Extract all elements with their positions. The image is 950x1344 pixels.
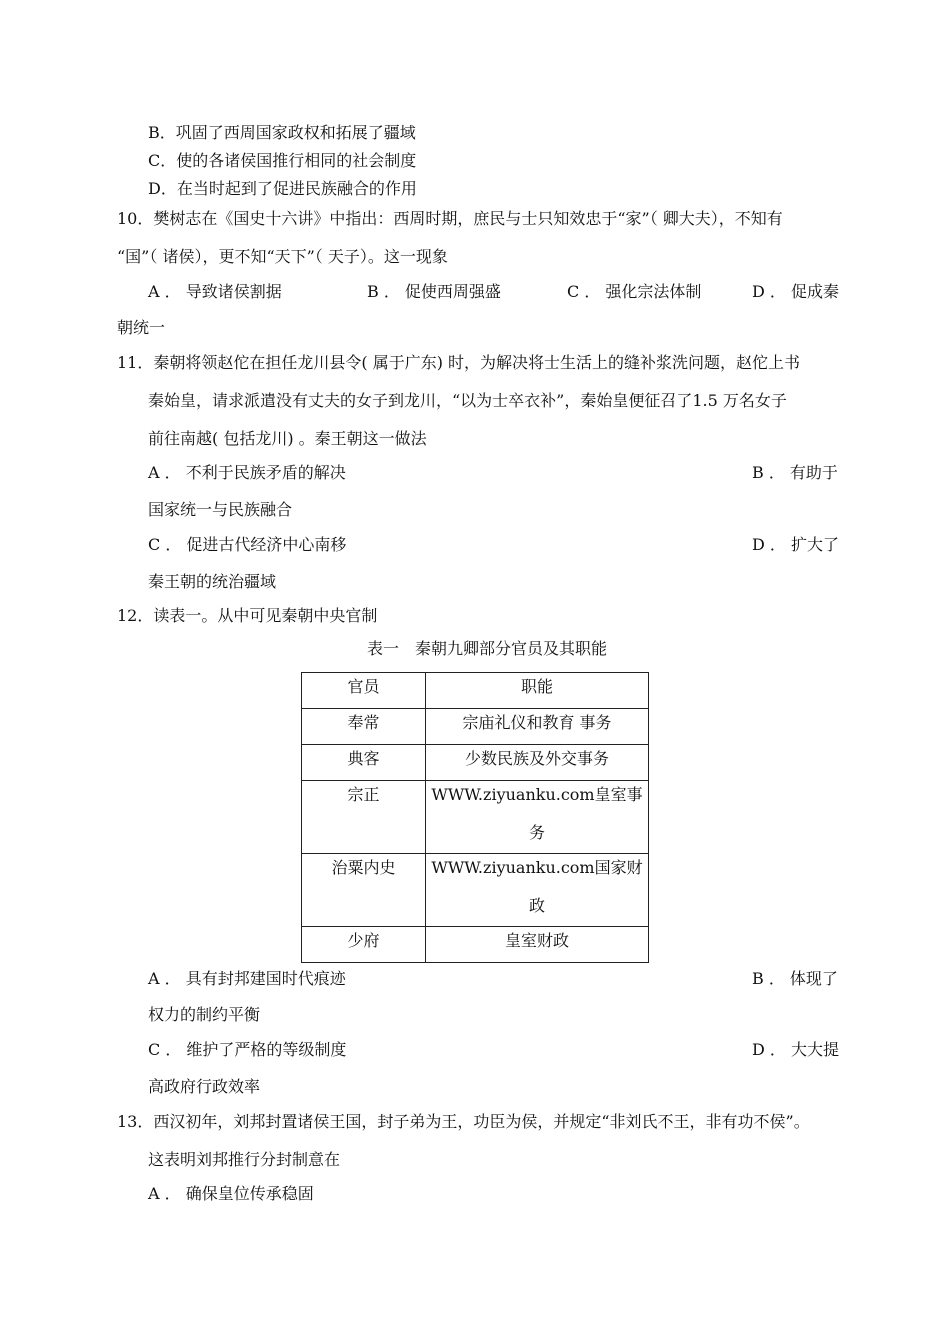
- header-duty: 职能: [520, 677, 553, 696]
- q10-stem-line1: 10．樊树志在《国史十六讲》中指出：西周时期，庶民与士只知效忠于“家”（ 卿大夫），不知有: [117, 209, 783, 228]
- q12-option-d-cont: 高政府行政效率: [148, 1077, 261, 1096]
- q13-stem-line1: 13．西汉初年，刘邦封置诸侯王国，封子弟为王，功臣为侯，并规定“非刘氏不王，非有功不侯”。: [117, 1112, 810, 1131]
- table-row: [302, 745, 649, 781]
- duty-cell-cont: 政: [528, 896, 545, 915]
- q9-option-d: D．在当时起到了促进民族融合的作用: [148, 179, 417, 198]
- table-row: [302, 854, 649, 927]
- q11-stem-line1: 11．秦朝将领赵佗在担任龙川县令( 属于广东) 时，为解决将士生活上的缝补浆洗问题，赵佗上书: [117, 353, 801, 372]
- duty-cell: 少数民族及外交事务: [464, 749, 609, 768]
- table-row: [302, 927, 649, 963]
- q11-option-b-cont: 国家统一与民族融合: [148, 500, 293, 519]
- q11-option-d-cont: 秦王朝的统治疆域: [148, 572, 277, 591]
- official-cell: 宗正: [347, 785, 380, 804]
- q10-option-d: D ． 促成秦: [752, 282, 840, 301]
- q10-option-b: B ． 促使西周强盛: [367, 282, 501, 301]
- duty-cell: WWW.ziyuanku.com皇室事: [431, 785, 643, 804]
- q12-option-d: D ． 大大提: [752, 1040, 840, 1059]
- q12-option-b: B ． 体现了: [752, 969, 838, 988]
- q13-option-a: A ． 确保皇位传承稳固: [148, 1184, 314, 1203]
- officials-table: [301, 672, 649, 963]
- q10-option-d-cont: 朝统一: [117, 318, 166, 337]
- duty-cell: WWW.ziyuanku.com国家财: [431, 858, 643, 877]
- q13-stem-line2: 这表明刘邦推行分封制意在: [148, 1150, 341, 1169]
- q11-stem-line3: 前往南越( 包括龙川) 。秦王朝这一做法: [148, 429, 427, 448]
- official-cell: 治粟内史: [331, 858, 396, 877]
- q12-option-c: C ． 维护了严格的等级制度: [148, 1040, 347, 1059]
- header-official: 官员: [347, 677, 380, 696]
- q11-option-c: C ． 促进古代经济中心南移: [148, 535, 347, 554]
- q9-option-c: C．使的各诸侯国推行相同的社会制度: [148, 151, 417, 170]
- q12-option-a: A ． 具有封邦建国时代痕迹: [148, 969, 346, 988]
- official-cell: 少府: [347, 931, 380, 950]
- q11-option-d: D ． 扩大了: [752, 535, 840, 554]
- duty-cell: 宗庙礼仪和教育 事务: [462, 713, 612, 732]
- duty-cell-cont: 务: [528, 823, 545, 842]
- q12-option-b-cont: 权力的制约平衡: [148, 1005, 261, 1024]
- q10-stem-line2: “国”（ 诸侯），更不知“天下”（ 天子）。这一现象: [117, 247, 448, 266]
- table-caption: 表一 秦朝九卿部分官员及其职能: [367, 639, 608, 658]
- q9-option-b: B．巩固了西周国家政权和拓展了疆域: [148, 123, 416, 142]
- table-header-row: [302, 673, 649, 709]
- table-row: [302, 709, 649, 745]
- duty-cell: 皇室财政: [504, 931, 569, 950]
- q10-option-c: C ． 强化宗法体制: [567, 282, 702, 301]
- q11-option-a: A ． 不利于民族矛盾的解决: [148, 463, 346, 482]
- table-row: [302, 781, 649, 854]
- official-cell: 典客: [347, 749, 380, 768]
- q11-stem-line2: 秦始皇，请求派遣没有丈夫的女子到龙川，“以为士卒衣补”，秦始皇便征召了1.5 万名女子: [148, 391, 787, 410]
- q11-option-b: B ． 有助于: [752, 463, 838, 482]
- q12-stem: 12．读表一。从中可见秦朝中央官制: [117, 606, 378, 625]
- official-cell: 奉常: [347, 713, 380, 732]
- q10-option-a: A ． 导致诸侯割据: [148, 282, 282, 301]
